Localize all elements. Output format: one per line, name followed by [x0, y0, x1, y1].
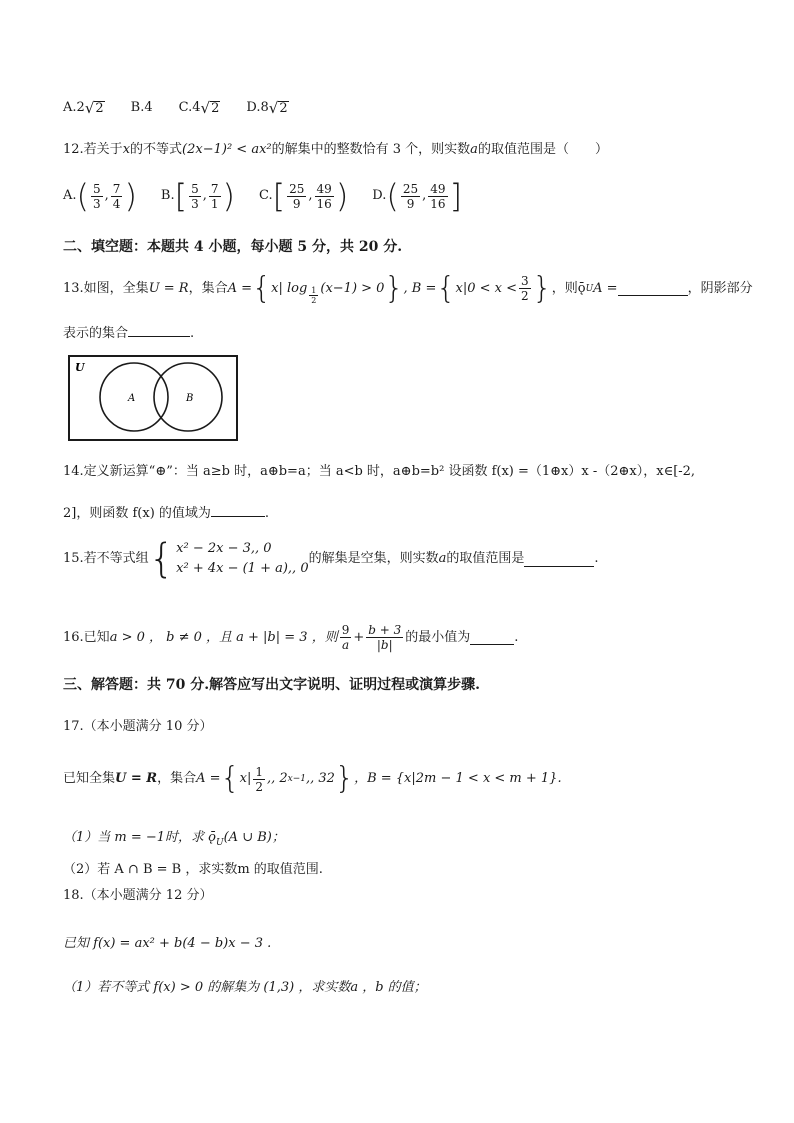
q12-option-c[interactable]: C. [ $\frac{25}{9}$ , $\frac{49}{16}$ ): [259, 177, 349, 215]
q11-options: [63, 98, 315, 118]
venn-a-label: A: [128, 393, 136, 404]
q13-blank-2[interactable]: [128, 322, 190, 337]
q14-line-2: 2]，则函数 f(x) 的值域为 .: [63, 502, 269, 524]
q15-stem: 15.若不等式组 { x² − 2x − 3,, 0 x² + 4x − (1 + a),, 0 的解集是空集，则实数 a 的取值范围是 .: [63, 536, 599, 582]
q11-option-d[interactable]: D. 8 √ 2: [246, 99, 288, 117]
sqrt-symbol: √ 2: [268, 99, 288, 117]
q11-option-a[interactable]: A. 2 √ 2: [63, 99, 104, 117]
section-3-heading: 三、解答题：共 70 分.解答应写出文字说明、证明过程或演算步骤.: [63, 677, 480, 693]
q15-blank[interactable]: [524, 552, 594, 567]
section-2-heading: 二、填空题：本题共 4 小题，每小题 5 分，共 20 分.: [63, 239, 403, 255]
q12-stem: 12.若关于x的不等式(2x−1)² < ax²的解集中的整数恰有 3 个，则实数a的取值范围是（ ）: [63, 142, 608, 157]
q13-line-2: 表示的集合 .: [63, 322, 194, 344]
sqrt-symbol: √ 2: [200, 99, 220, 117]
q18-header: 18.（本小题满分 12 分）: [63, 888, 213, 903]
q16-stem: 16.已知 a > 0 ， b ≠ 0 ，且 a + |b| = 3 ，则 $\frac{9}{a}$ + $\frac{b + 3}{|b|}$ 的最小值为 .: [63, 623, 519, 652]
q17-given: 已知全集 U = R ，集合 A = { x| $\frac{1}{2}$ ,, 2 x−1 ,, 32 } ，B = {x|2m − 1 < x < m + 1}.: [63, 761, 562, 796]
q13-stem: 13.如图，全集 U = R ，集合 A = { x| log $\frac{1}{2}$ (x−1) > 0 } , B = { x|0 < x < $\frac{3}{2}$ } ，则 ǭ U A = ，阴影部分: [63, 270, 753, 306]
q12-option-d[interactable]: D. ( $\frac{25}{9}$ , $\frac{49}{16}$ ]: [372, 177, 463, 215]
q12-options: [63, 177, 488, 215]
venn-u-label: U: [75, 361, 85, 374]
q11-option-c[interactable]: C. 4 √ 2: [178, 99, 220, 117]
venn-b-label: B: [186, 393, 194, 404]
q17-part-2: （2）若 A ∩ B = B ，求实数m 的取值范围.: [63, 862, 323, 877]
q14-blank[interactable]: [211, 502, 265, 517]
q18-given: 已知 f(x) = ax² + b(4 − b)x − 3 .: [63, 936, 272, 951]
q18-part-1: （1）若不等式 f(x) > 0 的解集为 (1,3) ，求实数a ，b 的值；: [63, 980, 427, 995]
q17-header: 17.（本小题满分 10 分）: [63, 719, 213, 734]
q11-option-b[interactable]: B.4: [130, 100, 153, 115]
sqrt-symbol: √ 2: [84, 99, 104, 117]
venn-diagram: [68, 355, 240, 443]
q13-blank-1[interactable]: [618, 281, 688, 296]
q12-option-a[interactable]: A. ( $\frac{5}{3}$ , $\frac{7}{4}$ ): [63, 177, 137, 215]
q12-option-b[interactable]: B. [ $\frac{5}{3}$ , $\frac{7}{1}$ ): [160, 177, 235, 215]
q17-part-1: （1）当 m = −1时，求 $ǭ_U(A$ ∪ B)；: [63, 830, 285, 848]
q16-blank[interactable]: [470, 630, 514, 645]
inequality-system: { x² − 2x − 3,, 0 x² + 4x − (1 + a),, 0: [148, 536, 309, 582]
q14-line-1: 14.定义新运算“⊕”：当 a≥b 时，a⊕b=a；当 a<b 时，a⊕b=b² 设函数 f(x) =（1⊕x）x -（2⊕x），x∈[-2,: [63, 464, 696, 479]
